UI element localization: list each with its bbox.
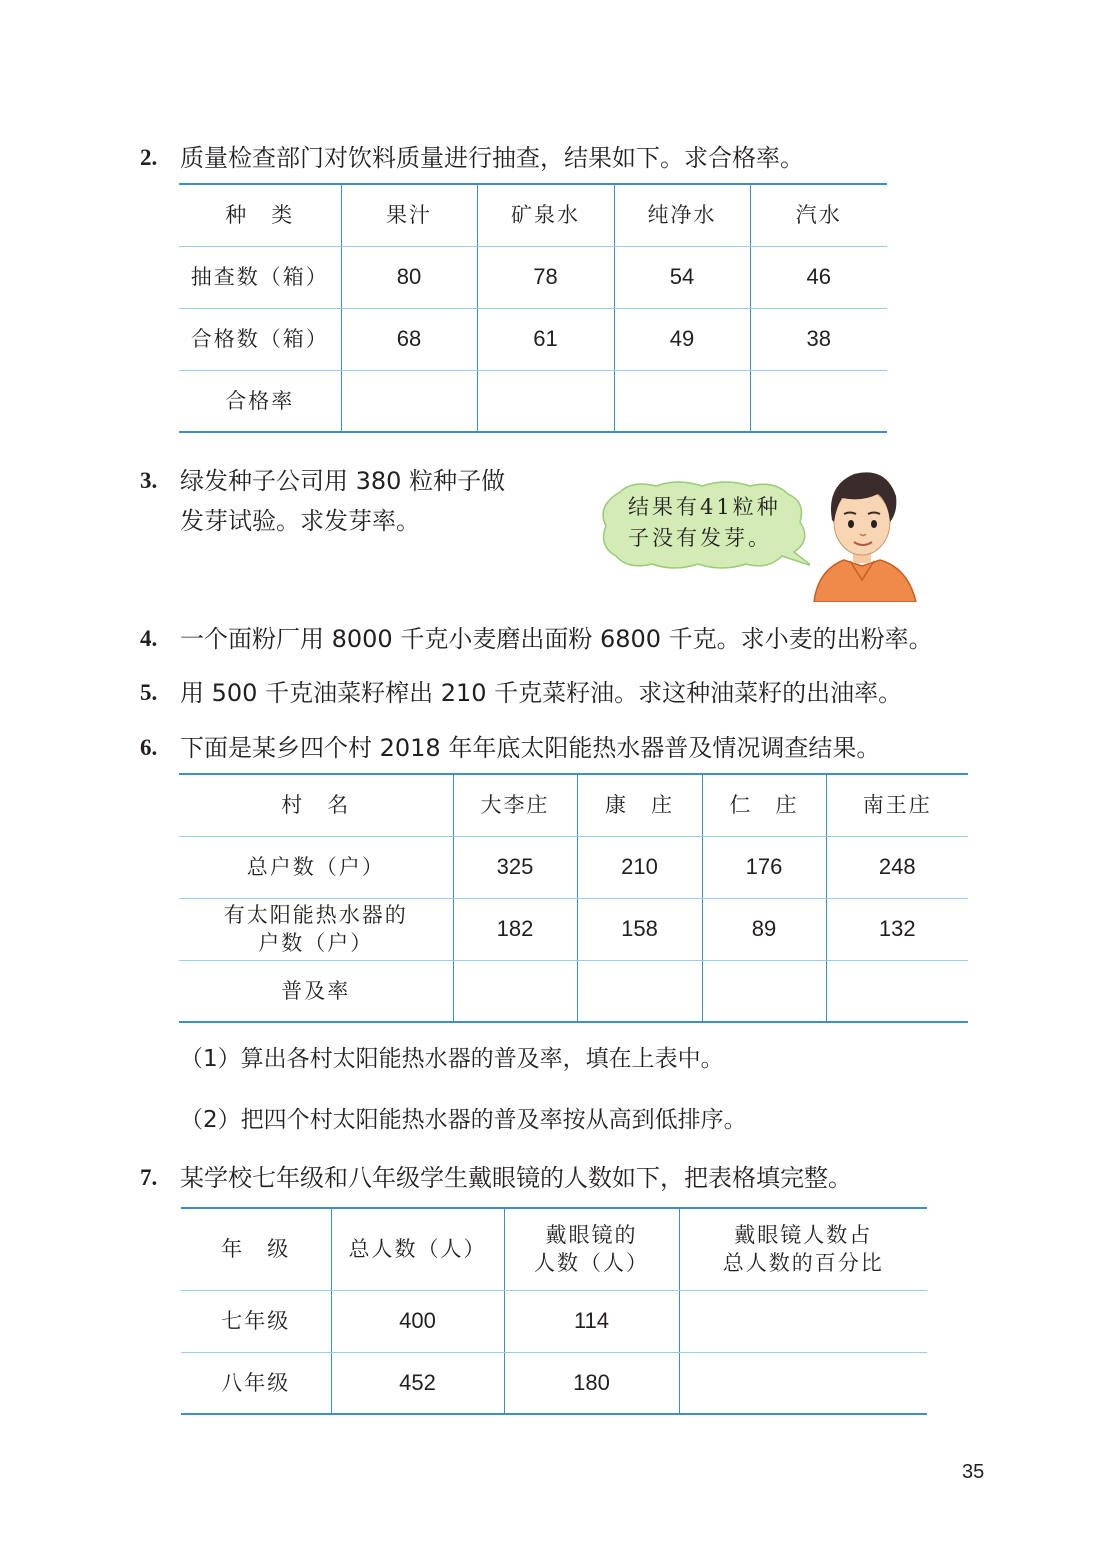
header-line-2: 总人数的百分比 (722, 1251, 884, 1276)
boy-icon (810, 462, 920, 602)
problem-number: 3. (140, 468, 158, 493)
sub-question-2: （2）把四个村太阳能热水器的普及率按从高到低排序。 (180, 1107, 747, 1133)
header-line-1: 戴眼镜的 (545, 1223, 638, 1248)
row-label: 合格率 (179, 370, 341, 432)
problem-text: 某学校七年级和八年级学生戴眼镜的人数如下，把表格填完整。 (180, 1164, 852, 1192)
blank-answer-cell (614, 370, 750, 432)
problem-number: 6. (140, 735, 158, 760)
header-cell: 果汁 (341, 184, 477, 246)
table-cell: 89 (702, 898, 826, 960)
row-label-line-2: 户数（户） (258, 931, 374, 955)
blank-answer-cell (702, 960, 826, 1022)
problem-text: 质量检查部门对饮料质量进行抽查，结果如下。求合格率。 (180, 144, 804, 172)
table-cell: 132 (826, 898, 968, 960)
problem-text-line-1: 绿发种子公司用 380 粒种子做 (180, 467, 506, 495)
header-line-2: 人数（人） (534, 1251, 649, 1276)
table-cell: 49 (614, 308, 750, 370)
table-cell: 61 (477, 308, 614, 370)
header-cell: 矿泉水 (477, 184, 614, 246)
blank-answer-cell (826, 960, 968, 1022)
row-label: 八年级 (181, 1352, 331, 1414)
header-cell: 纯净水 (614, 184, 750, 246)
problem-text: 用 500 千克油菜籽榨出 210 千克菜籽油。求这种油菜籽的出油率。 (180, 679, 903, 707)
header-cell (504, 1208, 679, 1290)
header-cell: 仁 庄 (702, 774, 826, 836)
blank-answer-cell (750, 370, 887, 432)
table-cell: 180 (504, 1352, 679, 1414)
problem-number: 4. (140, 626, 158, 651)
table-cell: 68 (341, 308, 477, 370)
blank-answer-cell (453, 960, 577, 1022)
table-cell: 46 (750, 246, 887, 308)
table-cell: 114 (504, 1290, 679, 1352)
blank-answer-cell (679, 1352, 927, 1414)
header-line-1: 戴眼镜人数占 (734, 1223, 873, 1248)
problem-number: 2. (140, 145, 158, 170)
bubble-line-2: 子没有发芽。 (628, 526, 772, 550)
table-cell: 210 (577, 836, 702, 898)
header-cell: 总人数（人） (331, 1208, 504, 1290)
table-cell: 80 (341, 246, 477, 308)
row-label (179, 898, 453, 960)
row-label: 总户数（户） (179, 836, 453, 898)
header-cell: 种 类 (179, 184, 341, 246)
boy-illustration (810, 462, 920, 602)
table-cell: 176 (702, 836, 826, 898)
table-cell: 78 (477, 246, 614, 308)
sub-question-1: （1）算出各村太阳能热水器的普及率，填在上表中。 (180, 1046, 724, 1072)
table-cell: 452 (331, 1352, 504, 1414)
blank-answer-cell (577, 960, 702, 1022)
table-cell: 182 (453, 898, 577, 960)
problem-number: 5. (140, 680, 158, 705)
problem-text: 下面是某乡四个村 2018 年年底太阳能热水器普及情况调查结果。 (180, 734, 881, 762)
row-label: 七年级 (181, 1290, 331, 1352)
header-cell: 南王庄 (826, 774, 968, 836)
header-cell: 年 级 (181, 1208, 331, 1290)
header-cell (679, 1208, 927, 1290)
bubble-line-1: 结果有41粒种 (628, 495, 781, 519)
problem-text-line-2: 发芽试验。求发芽率。 (180, 507, 420, 535)
blank-answer-cell (679, 1290, 927, 1352)
header-cell: 村 名 (179, 774, 453, 836)
glasses-table (181, 1207, 927, 1415)
table-cell: 158 (577, 898, 702, 960)
header-cell: 康 庄 (577, 774, 702, 836)
table-cell: 38 (750, 308, 887, 370)
table-cell: 325 (453, 836, 577, 898)
quality-check-table (179, 183, 887, 433)
table-cell: 54 (614, 246, 750, 308)
page-number: 35 (962, 1461, 985, 1483)
header-cell: 大李庄 (453, 774, 577, 836)
row-label-line-1: 有太阳能热水器的 (223, 903, 408, 927)
row-label: 抽查数（箱） (179, 246, 341, 308)
blank-answer-cell (341, 370, 477, 432)
row-label: 合格数（箱） (179, 308, 341, 370)
problem-number: 7. (140, 1165, 158, 1190)
solar-heater-table (179, 773, 968, 1023)
header-cell: 汽水 (750, 184, 887, 246)
row-label: 普及率 (179, 960, 453, 1022)
table-cell: 400 (331, 1290, 504, 1352)
speech-bubble (598, 480, 810, 572)
problem-text: 一个面粉厂用 8000 千克小麦磨出面粉 6800 千克。求小麦的出粉率。 (180, 625, 933, 653)
blank-answer-cell (477, 370, 614, 432)
table-cell: 248 (826, 836, 968, 898)
